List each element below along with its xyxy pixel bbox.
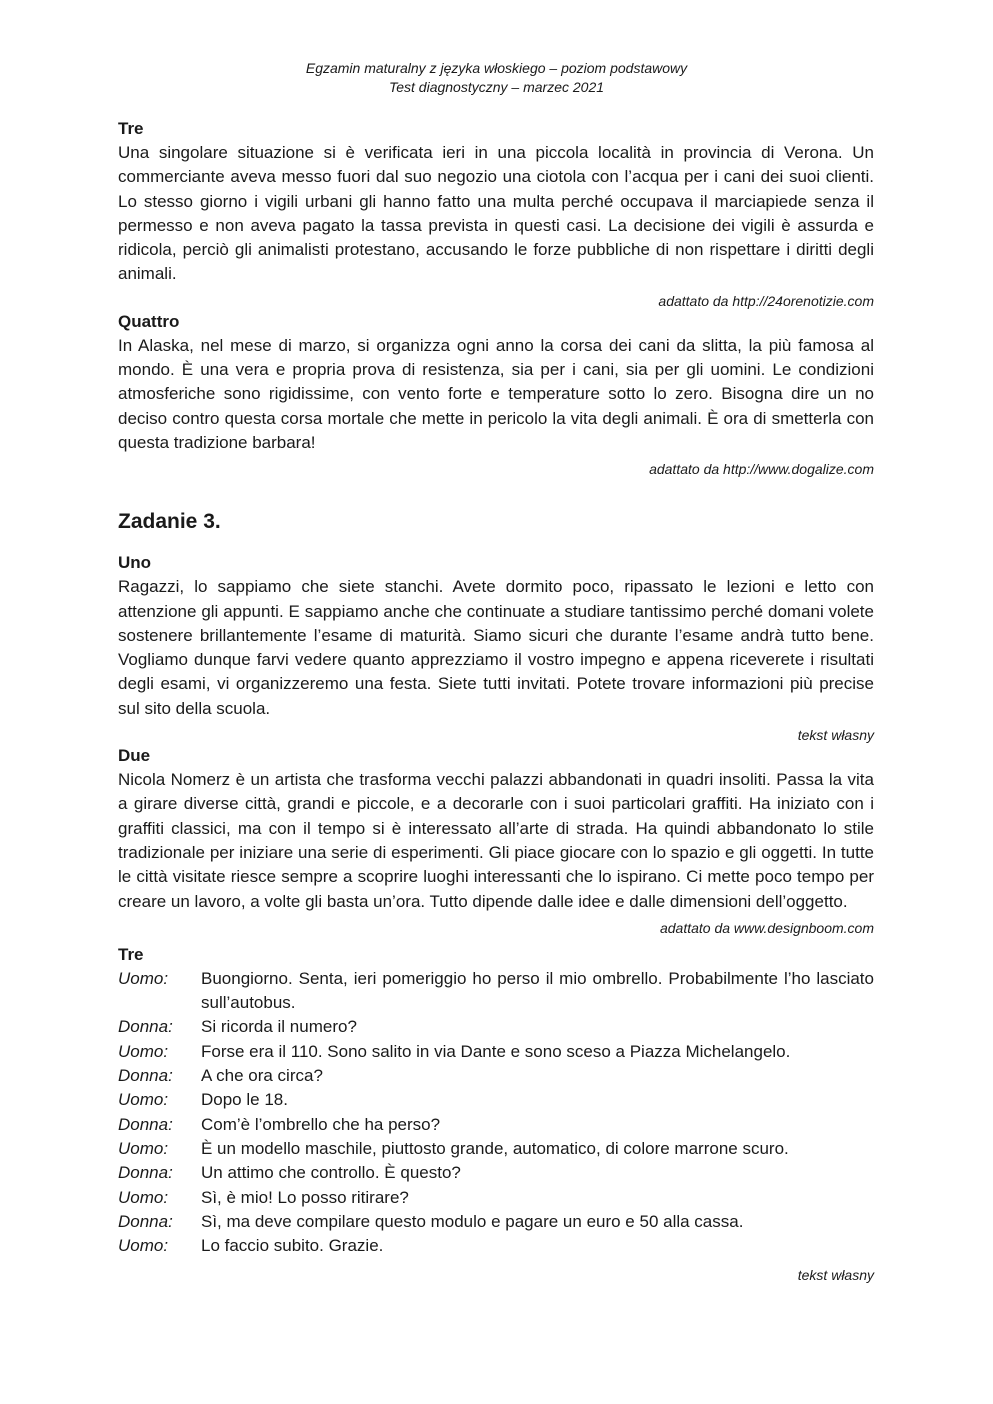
text-source: adattato da http://www.dogalize.com [649, 461, 874, 478]
dialogue-line [118, 1210, 874, 1234]
dialogue-lines [118, 967, 874, 1259]
dialogue-speaker: Uomo: [118, 1041, 169, 1061]
header-test-date: Test diagnostyczny – marzec 2021 [388, 79, 605, 95]
text-title: Tre [118, 119, 144, 138]
dialogue-line [118, 1088, 874, 1112]
dialogue-text: Sì, è mio! Lo posso ritirare? [201, 1187, 409, 1207]
text-body: Nicola Nomerz è un artista che trasforma vecchi palazzi abbandonati in quadri insoliti. Passa la vita a girare diverse città, grandi e piccole, e a decorarle con i suoi particolari graffiti. Ha iniziato con i graffiti classici, ma con il tempo si è interessato all’arte di strada. Ha quindi abbandonato lo stile tradizionale per iniziare una serie di esperimenti. Gli piace giocare con lo spazio e gli oggetti. In tutte le città visitate riesce sempre a scoprire luoghi interessanti che lo ispirano. Ci mette poco tempo per creare un lavoro, a volte gli basta un’ora. Tutto dipende dalle idee e dalle dimensioni dell’oggetto. [118, 770, 874, 911]
dialogue-text: Lo faccio subito. Grazie. [201, 1236, 384, 1256]
text-body: In Alaska, nel mese di marzo, si organizza ogni anno la corsa dei cani da slitta, la più famosa al mondo. È una vera e propria prova di resistenza, sia per i cani, sia per gli uomini. Le condizioni atmosferiche sono rigidissime, con vento forte e temperature sotto lo zero. Bisogna dire un no deciso contro questa corsa mortale che mette in pericolo la vita degli animali. È ora di smetterla con questa tradizione barbara! [118, 335, 874, 452]
header-exam-title: Egzamin maturalny z języka włoskiego – poziom podstawowy [305, 60, 688, 76]
dialogue-line [118, 1234, 874, 1258]
document-body [118, 117, 874, 1284]
dialogue-speaker: Uomo: [118, 968, 169, 988]
text-block-uno [118, 551, 874, 744]
dialogue-line [118, 1040, 874, 1064]
text-source: tekst własny [797, 727, 874, 744]
text-source: adattato da www.designboom.com [659, 919, 874, 936]
dialogue-text: Buongiorno. Senta, ieri pomeriggio ho perso il mio ombrello. Probabilmente l’ho lasciato sull’autobus. [201, 968, 874, 1013]
dialogue-speaker: Donna: [118, 1017, 173, 1037]
dialogue-text: Forse era il 110. Sono salito in via Dante e sono sceso a Piazza Michelangelo. [201, 1041, 791, 1061]
page-header [0, 59, 993, 97]
text-body: Una singolare situazione si è verificata ieri in una piccola località in provincia di Verona. Un commerciante aveva messo fuori dal suo negozio una ciotola con l’acqua per i cani dei suoi clienti. Lo stesso giorno i vigili urbani gli hanno fatto una multa perché occupava il marciapiede senza il permesso e non aveva pagato la tassa prevista in questi casi. La decisione dei vigili è assurda e ridicola, perciò gli animalisti protestano, accusando le forze pubbliche di non rispettare i diritti degli animali. [118, 143, 874, 284]
dialogue-text: A che ora circa? [201, 1066, 323, 1086]
text-block-quattro [118, 310, 874, 478]
dialogue-speaker: Donna: [118, 1066, 173, 1086]
dialogue-text: Sì, ma deve compilare questo modulo e pagare un euro e 50 alla cassa. [201, 1211, 744, 1231]
dialogue-line [118, 1161, 874, 1185]
dialogue-text: Un attimo che controllo. È questo? [201, 1163, 461, 1183]
dialogue-speaker: Donna: [118, 1211, 173, 1231]
dialogue-line [118, 1113, 874, 1137]
dialogue-text: È un modello maschile, piuttosto grande, automatico, di colore marrone scuro. [201, 1138, 789, 1158]
dialogue-text: Si ricorda il numero? [201, 1017, 357, 1037]
dialogue-speaker: Uomo: [118, 1090, 169, 1110]
task-heading: Zadanie 3. [118, 510, 221, 534]
dialogue-line [118, 1064, 874, 1088]
text-title: Due [118, 746, 151, 766]
dialogue-line [118, 967, 874, 1016]
text-title: Uno [118, 553, 152, 573]
dialogue-line [118, 1186, 874, 1210]
text-body: Ragazzi, lo sappiamo che siete stanchi. Avete dormito poco, ripassato le lezioni e letto con attenzione gli appunti. E sappiamo anche che continuate a studiare tantissimo perché domani volete sostenere brillantemente l’esame di maturità. Siamo sicuri che durante l’esame andrà tutto bene. Vogliamo dunque farvi vedere quanto apprezziamo il vostro impegno e appena riceverete i risultati degli esami, vi organizzeremo una festa. Siete tutti invitati. Potete trovare informazioni più precise sul sito della scuola. [118, 577, 874, 718]
dialogue-text: Dopo le 18. [201, 1090, 288, 1110]
dialogue-line [118, 1015, 874, 1039]
dialogue-title: Tre [118, 944, 144, 964]
dialogue-speaker: Donna: [118, 1114, 173, 1134]
dialogue-line [118, 1137, 874, 1161]
dialogue-speaker: Uomo: [118, 1236, 169, 1256]
dialogue-text: Com’è l’ombrello che ha perso? [201, 1114, 441, 1134]
text-title: Quattro [118, 311, 180, 331]
text-block-due [118, 744, 874, 937]
dialogue-speaker: Uomo: [118, 1187, 169, 1207]
dialogue-speaker: Uomo: [118, 1138, 169, 1158]
dialogue-source: tekst własny [797, 1267, 874, 1284]
text-source: adattato da http://24orenotizie.com [658, 292, 874, 309]
text-block-tre [118, 117, 874, 310]
dialogue-block-tre [118, 943, 874, 1285]
dialogue-speaker: Donna: [118, 1163, 173, 1183]
